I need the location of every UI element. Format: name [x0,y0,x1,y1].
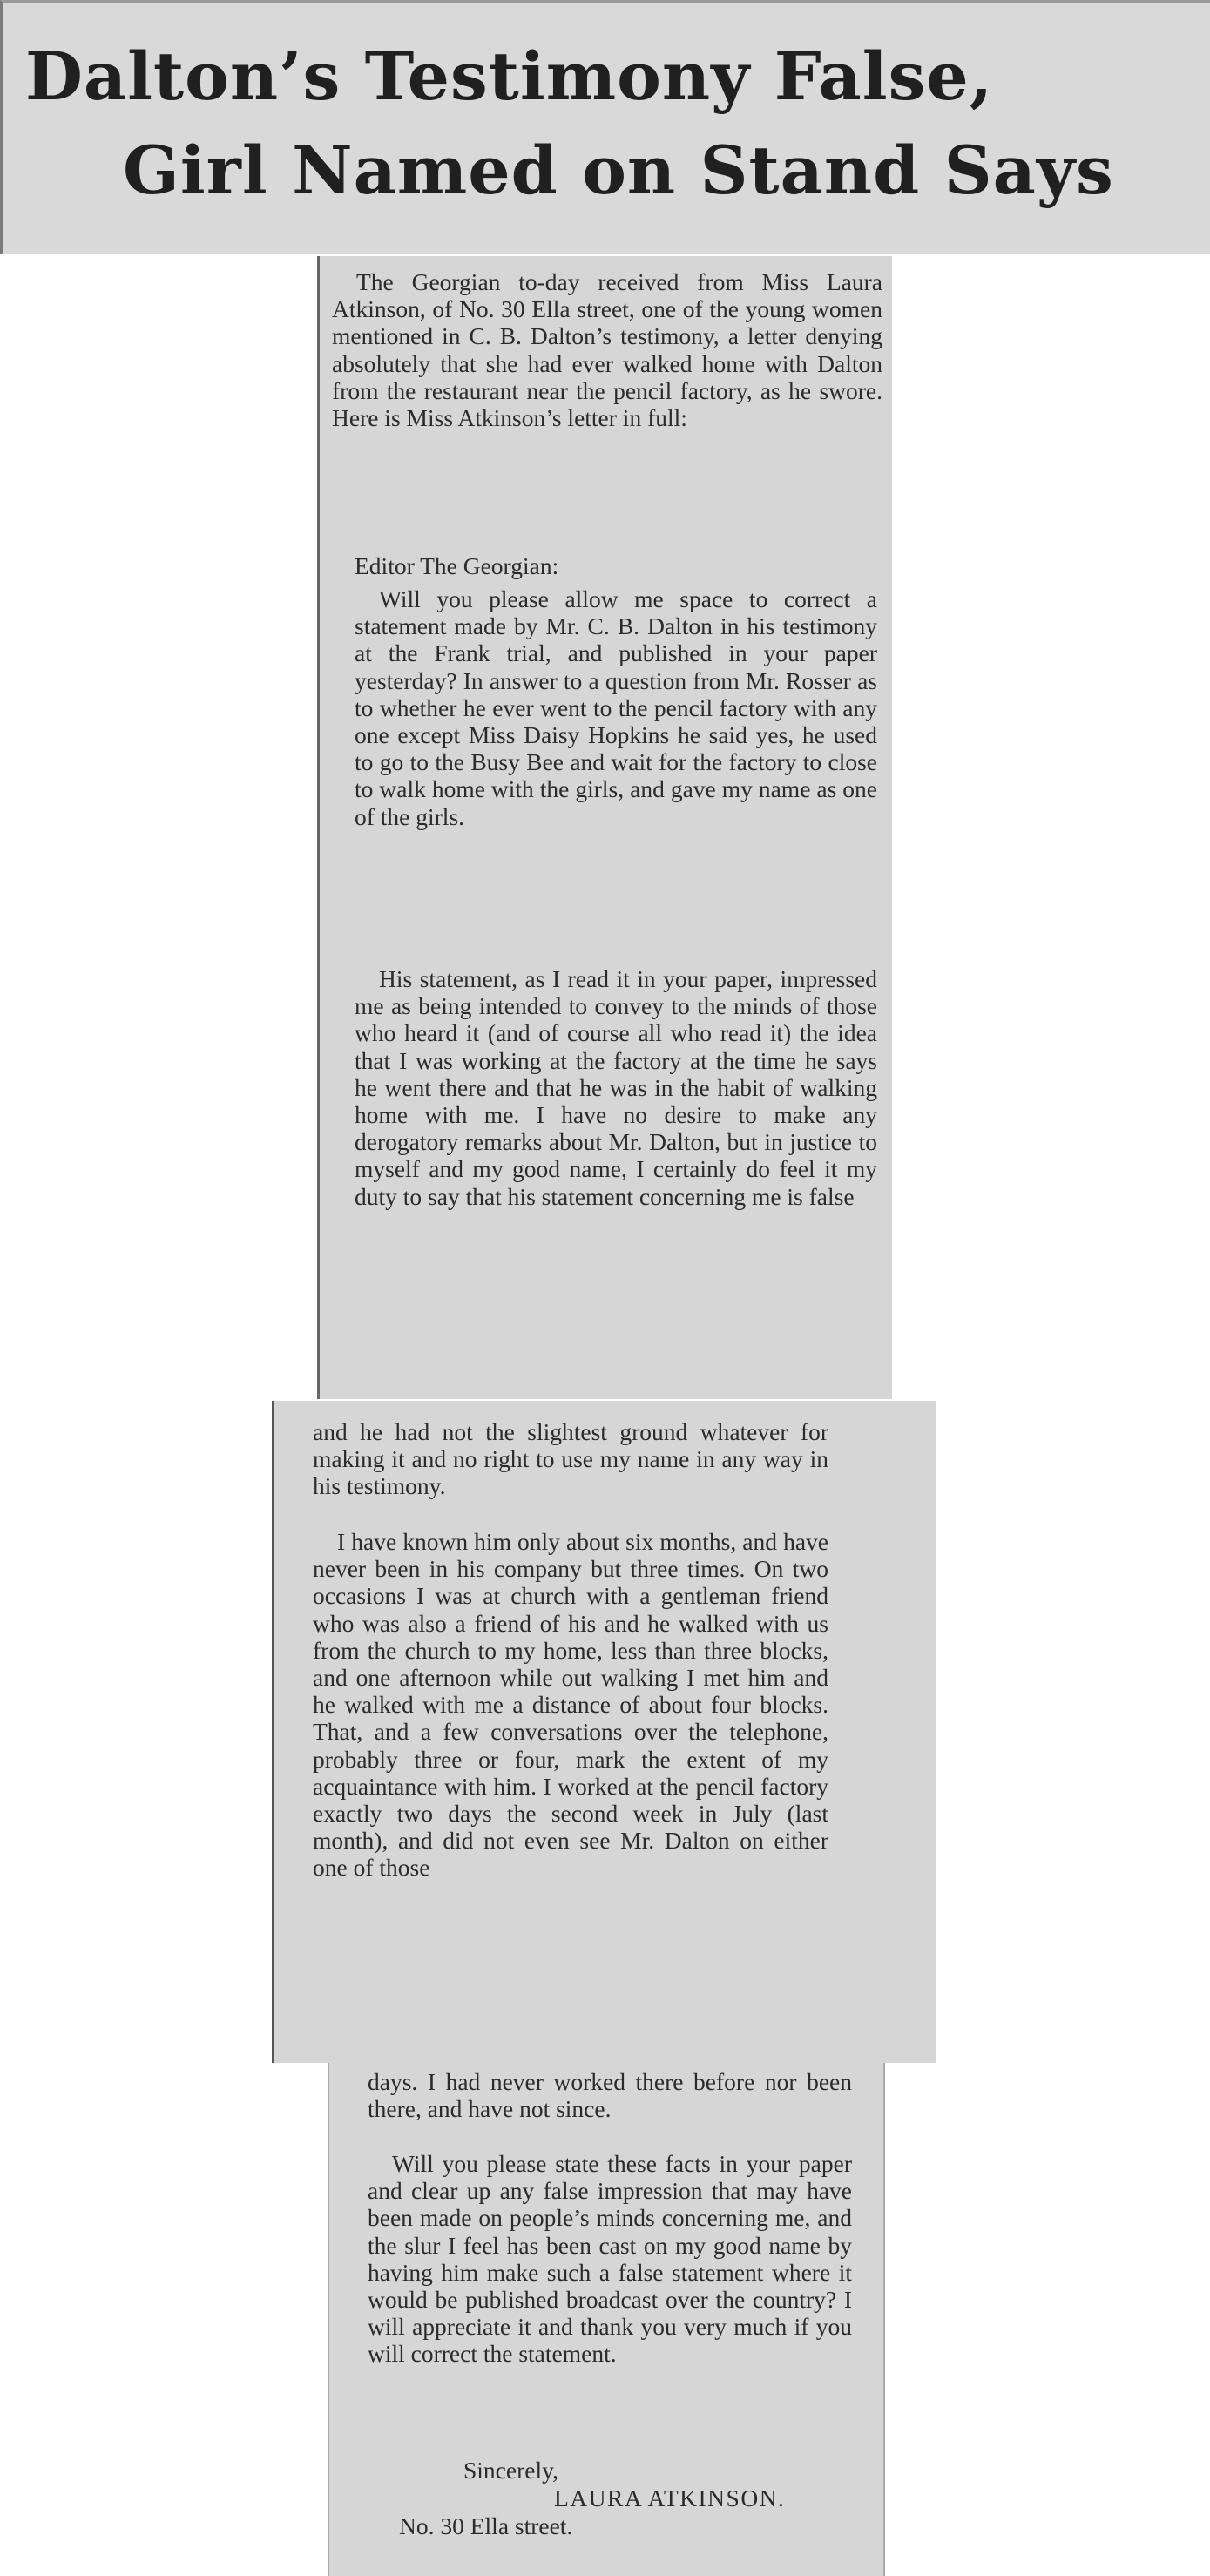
letter-paragraph-1: Will you please allow me space to correct a statement made by Mr. C. B. Dalton in his testimony at the Frank trial, and published in your paper yesterday? In answer to a question from Mr. Rosser as to whether he ever went to the pencil factory with any one except Miss Daisy Hopkins he said yes, he used to go to the Busy Bee and wait for the factory to close to walk home with the girls, and gave my name as one of the girls. [355,585,877,830]
article-column-2 [272,1401,936,2063]
signature-name: LAURA ATKINSON. [554,2485,786,2512]
article-column-3 [328,2063,885,2576]
letter-paragraph-3: I have known him only about six months, and have never been in his company but three times. On two occasions I was at church with a gentleman friend who was also a friend of his and he walked with us from the church to my home, less than three blocks, and one afternoon while out walking I met him and he walked with me a distance of about four blocks. That, and a few conversations over the telephone, probably three or four, mark the extent of my acquaintance with him. I worked at the pencil factory exactly two days the second week in July (last month), and did not even see Mr. Dalton on either one of those [313,1528,828,1882]
headline-clipping [0,0,1210,254]
continuation-paragraph-2: days. I had never worked there before nor been there, and have not since. [368,2068,852,2123]
intro-paragraph: The Georgian to-day received from Miss Laura Atkinson, of No. 30 Ella street, one of the young women mentioned in C. B. Dalton’s testimony, a letter denying absolutely that she had ever walked home with Dalton from the restaurant near the pencil factory, as he swore. Here is Miss Atkinson’s letter in full: [332,268,882,432]
signature-address: No. 30 Ella street. [399,2512,573,2539]
headline-line-2: Girl Named on Stand Says [123,132,1114,209]
headline-line-1: Dalton’s Testimony False, [25,37,994,115]
letter-salutation: Editor The Georgian: [355,552,559,579]
letter-paragraph-4: Will you please state these facts in your paper and clear up any false impression that may have been made on people’s minds concerning me, and the slur I feel has been cast on my good name by having him make such a false statement where it would be published broadcast over the country? I will appreciate it and thank you very much if you will correct the statement. [368,2150,852,2368]
article-column-1 [317,256,892,1399]
letter-closing: Sincerely, [463,2457,558,2484]
continuation-paragraph: and he had not the slightest ground whatever for making it and no right to use my name in any way in his testimony. [313,1418,828,1500]
letter-paragraph-2: His statement, as I read it in your paper, impressed me as being intended to convey to the minds of those who heard it (and of course all who read it) the idea that I was working at the factory at the time he says he went there and that he was in the habit of walking home with me. I have no desire to make any derogatory remarks about Mr. Dalton, but in justice to myself and my good name, I certainly do feel it my duty to say that his statement concerning me is false [355,965,877,1210]
